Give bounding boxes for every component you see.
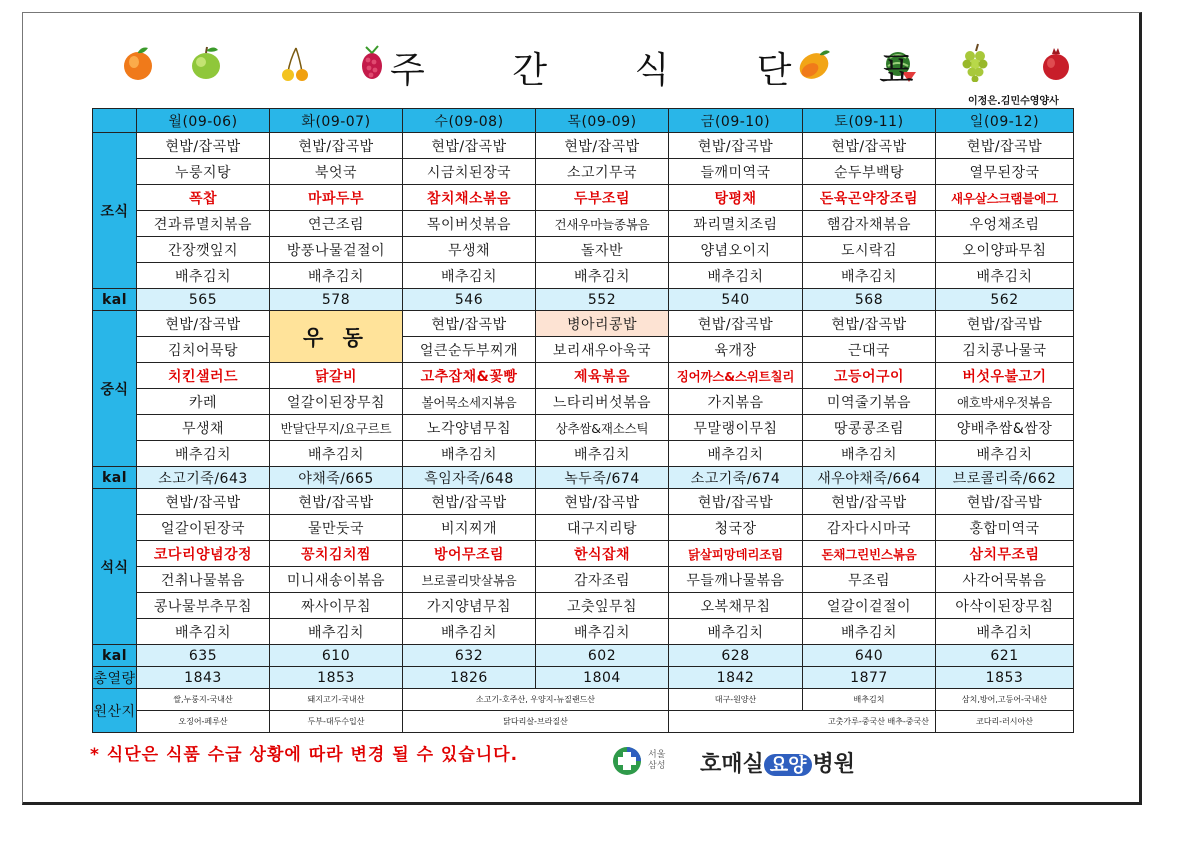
day-header: 토(09-11) — [803, 109, 936, 133]
total-value: 1804 — [536, 667, 669, 689]
day-header: 일(09-12) — [936, 109, 1074, 133]
menu-item: 미역줄기볶음 — [803, 389, 936, 415]
menu-item: 배추김치 — [536, 441, 669, 467]
grape-icon — [958, 42, 994, 82]
menu-item: 노각양념무침 — [403, 415, 536, 441]
breakfast-label: 조식 — [93, 133, 137, 289]
menu-item: 누룽지탕 — [137, 159, 270, 185]
menu-item: 현밥/잡곡밥 — [936, 489, 1074, 515]
kal-value: 565 — [137, 289, 270, 311]
menu-item: 시금치된장국 — [403, 159, 536, 185]
menu-item: 볼어묵소세지볶음 — [403, 389, 536, 415]
menu-item: 배추김치 — [936, 441, 1074, 467]
menu-item: 건새우마늘종볶음 — [536, 211, 669, 237]
menu-item: 들깨미역국 — [669, 159, 803, 185]
dinner-row — [93, 541, 1074, 567]
menu-item: 가지볶음 — [669, 389, 803, 415]
menu-item: 무생채 — [137, 415, 270, 441]
menu-item: 순두부백탕 — [803, 159, 936, 185]
dinner-row — [93, 593, 1074, 619]
menu-item: 꽈리멸치조림 — [669, 211, 803, 237]
menu-item: 우엉채조림 — [936, 211, 1074, 237]
menu-item: 방어무조림 — [403, 541, 536, 567]
menu-item: 배추김치 — [803, 619, 936, 645]
menu-item: 소고기무국 — [536, 159, 669, 185]
menu-item: 무조림 — [803, 567, 936, 593]
menu-item: 얼큰순두부찌개 — [403, 337, 536, 363]
menu-item: 현밥/잡곡밥 — [669, 133, 803, 159]
kal-label: kal — [93, 289, 137, 311]
menu-item: 배추김치 — [536, 263, 669, 289]
menu-item: 치킨샐러드 — [137, 363, 270, 389]
menu-item: 대구지리탕 — [536, 515, 669, 541]
total-label: 총열량 — [93, 667, 137, 689]
kal-value: 562 — [936, 289, 1074, 311]
kal-value: 흑임자죽/648 — [403, 467, 536, 489]
menu-item: 배추김치 — [669, 263, 803, 289]
menu-item: 삼치무조림 — [936, 541, 1074, 567]
breakfast-row — [93, 263, 1074, 289]
origin-item: 닭다리살-브라질산 — [403, 711, 669, 733]
menu-item: 오이양파무침 — [936, 237, 1074, 263]
menu-item: 현밥/잡곡밥 — [270, 489, 403, 515]
menu-item: 코다리양념강정 — [137, 541, 270, 567]
menu-item: 배추김치 — [669, 441, 803, 467]
kal-label: kal — [93, 645, 137, 667]
origin-item: 돼지고기-국내산 — [270, 689, 403, 711]
menu-item: 현밥/잡곡밥 — [403, 133, 536, 159]
menu-item: 현밥/잡곡밥 — [536, 133, 669, 159]
header-row — [93, 109, 1074, 133]
menu-item: 고춧잎무침 — [536, 593, 669, 619]
weekly-menu-table — [92, 108, 1074, 733]
total-value: 1853 — [270, 667, 403, 689]
green-apple-icon — [188, 42, 224, 82]
menu-item: 배추김치 — [936, 263, 1074, 289]
kal-value: 녹두죽/674 — [536, 467, 669, 489]
menu-item: 돈육곤약장조림 — [803, 185, 936, 211]
menu-item: 고추잡채&꽃빵 — [403, 363, 536, 389]
menu-item: 병아리콩밥 — [536, 311, 669, 337]
menu-item: 견과류멸치볶음 — [137, 211, 270, 237]
lunch-kal-row — [93, 467, 1074, 489]
kal-value: 546 — [403, 289, 536, 311]
menu-item: 북엇국 — [270, 159, 403, 185]
raspberry-icon — [356, 42, 392, 82]
menu-item: 배추김치 — [270, 619, 403, 645]
kal-value: 568 — [803, 289, 936, 311]
menu-item: 근대국 — [803, 337, 936, 363]
menu-item: 참치채소볶음 — [403, 185, 536, 211]
menu-item: 징어까스&스위트칠리 — [669, 363, 803, 389]
kal-value: 소고기죽/674 — [669, 467, 803, 489]
pomegranate-icon — [1038, 42, 1074, 82]
menu-item: 배추김치 — [403, 619, 536, 645]
menu-item: 상추쌈&재소스틱 — [536, 415, 669, 441]
dietitian-credit: 이정은.김민수영양사 — [968, 96, 1059, 107]
menu-item: 김치어묵탕 — [137, 337, 270, 363]
kal-value: 578 — [270, 289, 403, 311]
menu-item: 배추김치 — [137, 619, 270, 645]
menu-item: 배추김치 — [403, 263, 536, 289]
menu-item: 배추김치 — [536, 619, 669, 645]
menu-item: 현밥/잡곡밥 — [270, 133, 403, 159]
menu-item: 배추김치 — [403, 441, 536, 467]
menu-item: 홍합미역국 — [936, 515, 1074, 541]
menu-item: 현밥/잡곡밥 — [403, 311, 536, 337]
menu-item: 사각어묵볶음 — [936, 567, 1074, 593]
total-value: 1877 — [803, 667, 936, 689]
origin-row-2 — [93, 711, 1074, 733]
menu-item: 꽁치김치찜 — [270, 541, 403, 567]
menu-item: 미니새송이볶음 — [270, 567, 403, 593]
menu-item: 땅콩콩조림 — [803, 415, 936, 441]
menu-item: 무생채 — [403, 237, 536, 263]
hospital-region: 서울 삼성 — [648, 750, 666, 771]
menu-item: 카레 — [137, 389, 270, 415]
menu-item: 물만둣국 — [270, 515, 403, 541]
origin-item: 삼치,방어,고등어-국내산 — [936, 689, 1074, 711]
peach-icon — [120, 42, 156, 82]
menu-item: 현밥/잡곡밥 — [936, 133, 1074, 159]
menu-item: 버섯우불고기 — [936, 363, 1074, 389]
menu-item: 현밥/잡곡밥 — [669, 311, 803, 337]
dinner-row — [93, 515, 1074, 541]
udong-item: 우 동 — [270, 311, 403, 363]
kal-value: 540 — [669, 289, 803, 311]
menu-item: 청국장 — [669, 515, 803, 541]
menu-item: 무들깨나물볶음 — [669, 567, 803, 593]
menu-item: 현밥/잡곡밥 — [803, 311, 936, 337]
kal-label: kal — [93, 467, 137, 489]
menu-item: 얼갈이된장국 — [137, 515, 270, 541]
menu-item: 현밥/잡곡밥 — [403, 489, 536, 515]
page-title: 주 간 식 단 표 — [390, 50, 952, 91]
menu-item: 짜사이무침 — [270, 593, 403, 619]
origin-item: 배추김치 — [803, 689, 936, 711]
hospital-name: 호매실 요양 병원 — [700, 752, 855, 777]
kal-value: 610 — [270, 645, 403, 667]
menu-item: 도시락김 — [803, 237, 936, 263]
menu-item: 목이버섯볶음 — [403, 211, 536, 237]
menu-item: 보리새우아욱국 — [536, 337, 669, 363]
total-row — [93, 667, 1074, 689]
menu-item: 얼갈이된장무침 — [270, 389, 403, 415]
lunch-row — [93, 441, 1074, 467]
day-header: 수(09-08) — [403, 109, 536, 133]
menu-item: 현밥/잡곡밥 — [536, 489, 669, 515]
menu-item: 가지양념무침 — [403, 593, 536, 619]
menu-item: 양배추쌈&쌈장 — [936, 415, 1074, 441]
menu-item: 비지찌개 — [403, 515, 536, 541]
menu-item: 한식잡채 — [536, 541, 669, 567]
menu-item: 닭살피망데리조림 — [669, 541, 803, 567]
lunch-row — [93, 337, 1074, 363]
menu-item: 아삭이된장무침 — [936, 593, 1074, 619]
menu-item: 느타리버섯볶음 — [536, 389, 669, 415]
menu-item: 콩나물부추무침 — [137, 593, 270, 619]
menu-item: 폭찹 — [137, 185, 270, 211]
day-header: 화(09-07) — [270, 109, 403, 133]
menu-item: 배추김치 — [936, 619, 1074, 645]
dinner-row — [93, 489, 1074, 515]
menu-item: 반달단무지/요구르트 — [270, 415, 403, 441]
day-header: 월(09-06) — [137, 109, 270, 133]
kal-value: 브로콜리죽/662 — [936, 467, 1074, 489]
dinner-row — [93, 567, 1074, 593]
kal-value: 628 — [669, 645, 803, 667]
menu-item: 감자조림 — [536, 567, 669, 593]
menu-item: 애호박새우젓볶음 — [936, 389, 1074, 415]
total-value: 1842 — [669, 667, 803, 689]
origin-item: 쌀,누룽지-국내산 — [137, 689, 270, 711]
menu-item: 제육볶음 — [536, 363, 669, 389]
lunch-label: 중식 — [93, 311, 137, 467]
menu-item: 새우살스크램블에그 — [936, 185, 1074, 211]
dinner-label: 석식 — [93, 489, 137, 645]
menu-item: 방풍나물겉절이 — [270, 237, 403, 263]
menu-item: 배추김치 — [803, 263, 936, 289]
total-value: 1853 — [936, 667, 1074, 689]
origin-item: 두부-대두수입산 — [270, 711, 403, 733]
menu-item: 배추김치 — [270, 263, 403, 289]
breakfast-row — [93, 211, 1074, 237]
origin-item: 소고기-호주산, 우양지-뉴질랜드산 — [403, 689, 669, 711]
kal-value: 소고기죽/643 — [137, 467, 270, 489]
kal-value: 새우야채죽/664 — [803, 467, 936, 489]
kal-value: 552 — [536, 289, 669, 311]
menu-item: 마파두부 — [270, 185, 403, 211]
origin-label: 원산지 — [93, 689, 137, 733]
menu-item: 고등어구이 — [803, 363, 936, 389]
menu-item: 배추김치 — [137, 441, 270, 467]
menu-item: 현밥/잡곡밥 — [803, 489, 936, 515]
dinner-kal-row — [93, 645, 1074, 667]
total-value: 1843 — [137, 667, 270, 689]
menu-item: 햄감자채볶음 — [803, 211, 936, 237]
origin-item: 코다리-러시아산 — [936, 711, 1074, 733]
menu-item: 브로콜리맛살볶음 — [403, 567, 536, 593]
breakfast-row — [93, 185, 1074, 211]
origin-item: 오징어-페루산 — [137, 711, 270, 733]
cherry-icon — [278, 44, 314, 84]
notice-text: * 식단은 식품 수급 상황에 따라 변경 될 수 있습니다. — [90, 745, 519, 765]
kal-value: 640 — [803, 645, 936, 667]
menu-item: 얼갈이겉절이 — [803, 593, 936, 619]
menu-item: 김치콩나물국 — [936, 337, 1074, 363]
menu-item: 감자다시마국 — [803, 515, 936, 541]
menu-item: 현밥/잡곡밥 — [803, 133, 936, 159]
dinner-row — [93, 619, 1074, 645]
menu-item: 현밥/잡곡밥 — [137, 311, 270, 337]
menu-item: 육개장 — [669, 337, 803, 363]
menu-item: 간장깻잎지 — [137, 237, 270, 263]
menu-item: 배추김치 — [669, 619, 803, 645]
menu-item: 무말랭이무침 — [669, 415, 803, 441]
menu-item: 현밥/잡곡밥 — [137, 489, 270, 515]
menu-item: 두부조림 — [536, 185, 669, 211]
menu-item: 현밥/잡곡밥 — [137, 133, 270, 159]
menu-item: 연근조림 — [270, 211, 403, 237]
day-header: 금(09-10) — [669, 109, 803, 133]
menu-item: 양념오이지 — [669, 237, 803, 263]
total-value: 1826 — [403, 667, 536, 689]
lunch-row — [93, 415, 1074, 441]
lunch-row — [93, 311, 1074, 337]
breakfast-row — [93, 159, 1074, 185]
kal-value: 602 — [536, 645, 669, 667]
menu-item: 돈채그린빈스볶음 — [803, 541, 936, 567]
breakfast-kal-row — [93, 289, 1074, 311]
menu-item: 배추김치 — [270, 441, 403, 467]
corner-cell — [93, 109, 137, 133]
kal-value: 621 — [936, 645, 1074, 667]
menu-item: 열무된장국 — [936, 159, 1074, 185]
day-header: 목(09-09) — [536, 109, 669, 133]
origin-item: 대구-원양산 — [669, 689, 803, 711]
lunch-row — [93, 363, 1074, 389]
menu-item: 오복채무침 — [669, 593, 803, 619]
menu-item: 건취나물볶음 — [137, 567, 270, 593]
origin-item: 고춧가루-중국산 배추-중국산 — [669, 711, 936, 733]
origin-row — [93, 689, 1074, 711]
kal-value: 632 — [403, 645, 536, 667]
menu-item: 탕평채 — [669, 185, 803, 211]
breakfast-row — [93, 237, 1074, 263]
menu-item: 배추김치 — [137, 263, 270, 289]
kal-value: 야채죽/665 — [270, 467, 403, 489]
menu-item: 돌자반 — [536, 237, 669, 263]
breakfast-row — [93, 133, 1074, 159]
menu-item: 현밥/잡곡밥 — [936, 311, 1074, 337]
menu-item: 현밥/잡곡밥 — [669, 489, 803, 515]
lunch-row — [93, 389, 1074, 415]
hospital-cross-icon — [612, 746, 642, 776]
menu-item: 닭갈비 — [270, 363, 403, 389]
kal-value: 635 — [137, 645, 270, 667]
menu-item: 배추김치 — [803, 441, 936, 467]
